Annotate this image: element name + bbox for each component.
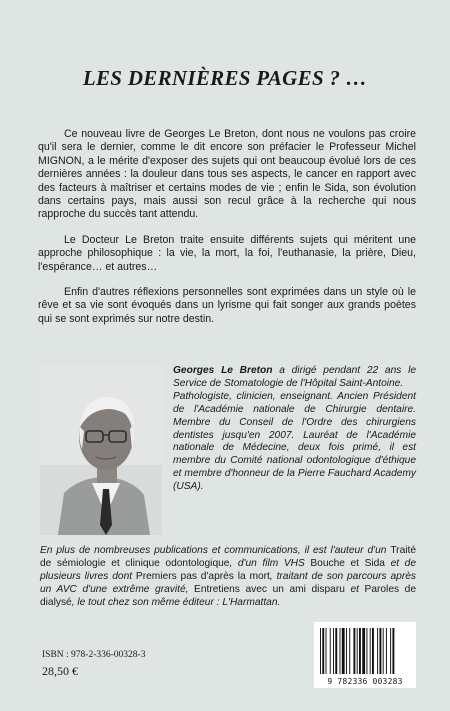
- works-text-5: et: [344, 583, 365, 595]
- works-text-2: , d'un film VHS: [229, 557, 311, 569]
- work-title-entretiens: Entretiens avec un ami disparu: [194, 583, 345, 595]
- author-name: Georges Le Breton: [173, 365, 273, 376]
- barcode-bars: [314, 622, 416, 676]
- price: 28,50 €: [42, 664, 78, 678]
- author-photo: [40, 365, 162, 535]
- book-title: LES DERNIÈRES PAGES ? …: [82, 66, 368, 90]
- work-title-premiers-pas: Premiers pas d'après la mort: [135, 570, 270, 582]
- work-title-paroles: Paroles de dialysé: [40, 583, 416, 608]
- paragraph-intro: Ce nouveau livre de Georges Le Breton, dont nous ne voulons pas croire qu'il sera le dernier, comme le dit encore son préfacier le Professeur Michel MIGNON, a le mérite d'exposer des sujets qui ont beaucoup évolué lors de ces dernières années : la douleur dans tous ses aspects, le cancer en rapport avec des facteurs à maîtriser et certains modes de vie ; enfin le Sida, son évolution dans certains pays, mais aussi son recul grâce à la recherche qui nous rapproche du succès tant attendu.: [38, 128, 416, 221]
- barcode-number: 9 782336 003283: [327, 677, 403, 686]
- paragraph-philosophy: Le Docteur Le Breton traite ensuite différents sujets qui méritent une approche philosophique : la vie, la mort, la foi, l'euthanasie, la prière, Dieu, l'espérance… et autres…: [38, 234, 416, 273]
- works-text-1: En plus de nombreuses publications et communications, il est l'auteur d'un: [40, 545, 391, 556]
- paragraph-reflections: Enfin d'autres réflexions personnelles sont exprimées dans un style où le rêve et sa vie sont évoqués dans un lyrisme qui fait songer aux grands poètes qui se sont exprimés sur notre destin.: [38, 286, 416, 325]
- works-text-6: , le tout chez son même éditeur : L'Harmattan.: [71, 596, 281, 608]
- works-text-4: , traitant de son parcours après un AVC d'une extrême gravité,: [40, 570, 416, 595]
- isbn: ISBN : 978-2-336-00328-3: [42, 650, 146, 660]
- barcode: [314, 622, 416, 688]
- author-works: [40, 545, 416, 610]
- bio-intro: a dirigé pendant 22 ans le Service de Stomatologie de l'Hôpital Saint-Antoine.: [173, 365, 416, 389]
- work-title-film: Bouche et Sida: [310, 557, 385, 569]
- author-bio: [173, 365, 416, 494]
- works-text-3: et de plusieurs livres dont: [40, 557, 416, 582]
- bio-details: Pathologiste, clinicien, enseignant. Ancien Président de l'Académie nationale de Chirurgie dentaire. Membre du Conseil de l'Ordre des chirurgiens dentistes jusqu'en 2007. Lauréat de l'Académie nationale de Médecine, deux fois primé, il est membre du Comité national odontologique d'éthique et membre d'honneur de la Pierre Fauchard Academy (USA).: [173, 390, 416, 493]
- work-title-traite: Traité de sémiologie et clinique odontologique: [40, 545, 416, 569]
